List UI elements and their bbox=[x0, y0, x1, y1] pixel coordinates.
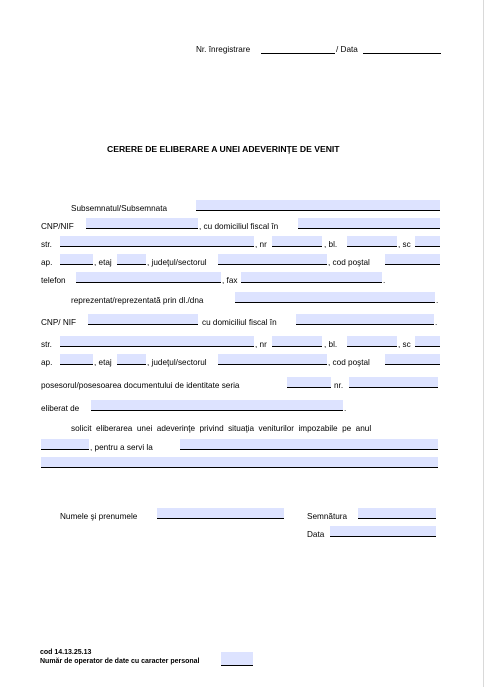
cod-postal2-field[interactable] bbox=[385, 354, 440, 365]
id-nr-label: nr. bbox=[334, 381, 344, 390]
street-field[interactable] bbox=[60, 236, 254, 247]
judet2-label: , judeţul/sectorul bbox=[147, 358, 207, 367]
etaj-label: , etaj bbox=[94, 258, 112, 267]
id-nr-field[interactable] bbox=[349, 377, 438, 388]
cnp-label: CNP/NIF bbox=[41, 222, 74, 231]
semnatura-field[interactable] bbox=[358, 508, 436, 519]
period: . bbox=[435, 318, 438, 327]
form-code: cod 14.13.25.13 bbox=[40, 649, 92, 656]
fax-label: , fax bbox=[222, 276, 238, 285]
date-label: / Data bbox=[336, 45, 358, 54]
etaj2-field[interactable] bbox=[117, 354, 146, 365]
destination-field[interactable] bbox=[180, 439, 438, 450]
bl2-label: , bl. bbox=[324, 340, 338, 349]
cnp-field[interactable] bbox=[86, 218, 198, 229]
bl-label: , bl. bbox=[324, 240, 338, 249]
nr-field[interactable] bbox=[272, 236, 322, 247]
operator-label: Număr de operator de date cu caracter personal bbox=[40, 658, 200, 665]
reprezentant-field[interactable] bbox=[235, 292, 435, 303]
judet2-field[interactable] bbox=[218, 354, 327, 365]
cod-postal-field[interactable] bbox=[385, 254, 440, 265]
ap2-field[interactable] bbox=[60, 354, 93, 365]
ap-label: ap. bbox=[41, 258, 53, 267]
period: . bbox=[344, 404, 347, 413]
registration-label: Nr. înregistrare bbox=[196, 45, 251, 54]
domiciliu2-label: cu domiciliul fiscal în bbox=[202, 318, 277, 327]
nr2-label: , nr bbox=[255, 340, 267, 349]
etaj2-label: , etaj bbox=[94, 358, 112, 367]
domiciliu2-field[interactable] bbox=[296, 314, 434, 325]
bl2-field[interactable] bbox=[347, 336, 397, 347]
cnp2-field[interactable] bbox=[88, 314, 198, 325]
reprezentat-label: reprezentat/reprezentată prin dl./dna bbox=[71, 296, 204, 305]
street2-label: str. bbox=[41, 340, 52, 349]
bl-field[interactable] bbox=[347, 236, 397, 247]
cnp2-label: CNP/ NIF bbox=[41, 318, 77, 327]
street2-field[interactable] bbox=[60, 336, 254, 347]
name-field[interactable] bbox=[196, 200, 440, 211]
judet-label: , judeţul/sectorul bbox=[147, 258, 207, 267]
cod-postal2-label: , cod poştal bbox=[328, 358, 370, 367]
eliberat-label: eliberat de bbox=[41, 404, 80, 413]
period: . bbox=[436, 296, 439, 305]
registration-number-line[interactable] bbox=[261, 53, 335, 54]
street-label: str. bbox=[41, 240, 52, 249]
fax-field[interactable] bbox=[241, 272, 382, 283]
destination-field-continued[interactable] bbox=[41, 457, 438, 468]
ap-field[interactable] bbox=[60, 254, 93, 265]
domiciliu-label: , cu domiciliul fiscal în bbox=[199, 222, 279, 231]
subsemnatul-label: Subsemnatul/Subsemnata bbox=[71, 204, 168, 213]
nr2-field[interactable] bbox=[272, 336, 322, 347]
registration-date-line[interactable] bbox=[363, 53, 441, 54]
pentru-label: , pentru a servi la bbox=[90, 443, 153, 452]
data-label: Data bbox=[307, 530, 325, 539]
semnatura-label: Semnătura bbox=[307, 512, 348, 521]
ap2-label: ap. bbox=[41, 358, 53, 367]
data-field[interactable] bbox=[330, 526, 436, 537]
sc2-field[interactable] bbox=[415, 336, 440, 347]
form-title: CERERE DE ELIBERARE A UNEI ADEVERINŢE DE VENIT bbox=[107, 144, 340, 154]
sc-label: , sc bbox=[398, 240, 411, 249]
nr-label: , nr bbox=[255, 240, 267, 249]
etaj-field[interactable] bbox=[117, 254, 146, 265]
posesor-label: posesorul/posesoarea documentului de identitate seria bbox=[41, 381, 240, 390]
telefon-field[interactable] bbox=[76, 272, 221, 283]
eliberat-field[interactable] bbox=[91, 400, 343, 411]
domiciliu-field[interactable] bbox=[298, 218, 440, 229]
sc-field[interactable] bbox=[415, 236, 440, 247]
period: . bbox=[383, 276, 386, 285]
judet-field[interactable] bbox=[218, 254, 327, 265]
year-field[interactable] bbox=[41, 439, 89, 450]
numele-label: Numele şi prenumele bbox=[60, 512, 138, 521]
numele-field[interactable] bbox=[157, 508, 284, 519]
sc2-label: , sc bbox=[398, 340, 411, 349]
solicit-text: solicit eliberarea unei adeverinţe privind situaţia veniturilor impozabile pe anul bbox=[71, 424, 372, 433]
operator-number-field[interactable] bbox=[221, 652, 253, 666]
telefon-label: telefon bbox=[41, 276, 66, 285]
id-seria-field[interactable] bbox=[287, 377, 331, 388]
cod-postal-label: , cod poştal bbox=[328, 258, 370, 267]
